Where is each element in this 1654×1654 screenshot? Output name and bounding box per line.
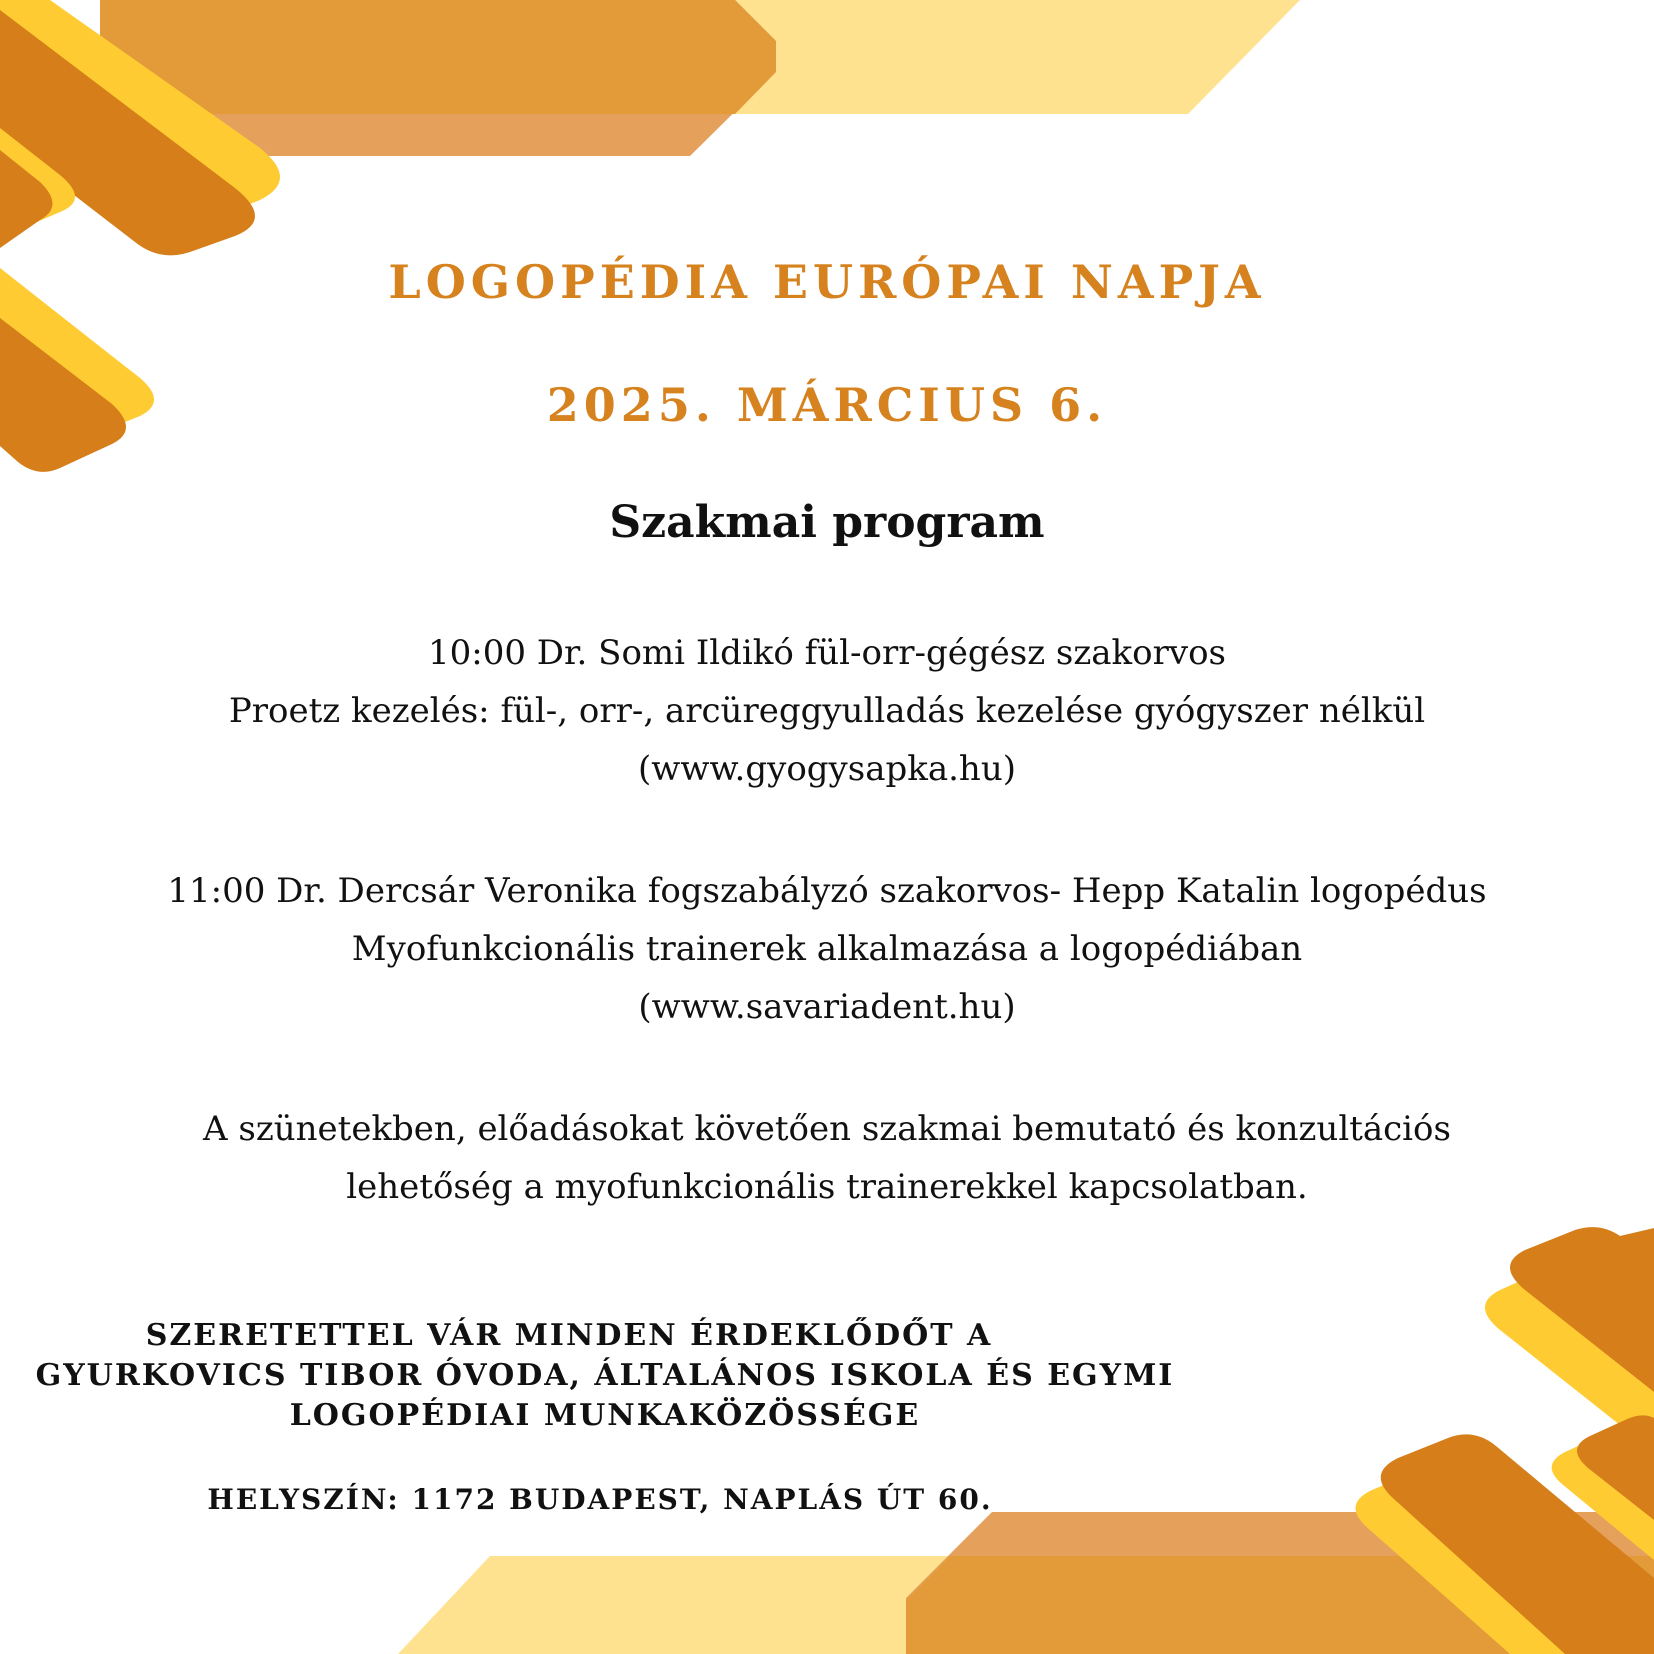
top-banner-pale-yellow: [700, 0, 1300, 114]
invitation-line-3: LOGOPÉDIAI MUNKAKÖZÖSSÉGE: [289, 1398, 921, 1433]
break-note: [0, 1100, 1654, 1216]
event-location: HELYSZÍN: 1172 BUDAPEST, NAPLÁS ÚT 60.: [207, 1483, 993, 1516]
invitation-line-1: SZERETETTEL VÁR MINDEN ÉRDEKLŐDŐT A: [145, 1318, 993, 1353]
invitation-line-2: GYURKOVICS TIBOR ÓVODA, ÁLTALÁNOS ISKOLA ÉS EGYMI: [35, 1358, 1175, 1393]
session-2-speaker: 11:00 Dr. Dercsár Veronika fogszabályzó szakorvos- Hepp Katalin logopédus: [167, 871, 1487, 911]
event-title: LOGOPÉDIA EURÓPAI NAPJA: [388, 255, 1266, 309]
session-2-topic: Myofunkcionális trainerek alkalmazása a logopédiában: [351, 929, 1303, 969]
program-heading: Szakmai program: [609, 497, 1045, 548]
break-note-line-1: A szünetekben, előadásokat követően szakmai bemutató és konzultációs: [203, 1109, 1451, 1149]
event-date: 2025. MÁRCIUS 6.: [546, 378, 1108, 432]
session-1: [0, 624, 1654, 798]
break-note-line-2: lehetőség a myofunkcionális trainerekkel kapcsolatban.: [346, 1167, 1308, 1207]
session-1-website: (www.gyogysapka.hu): [638, 749, 1016, 789]
session-2: [0, 862, 1654, 1036]
session-1-speaker: 10:00 Dr. Somi Ildikó fül-orr-gégész szakorvos: [427, 633, 1227, 673]
session-2-website: (www.savariadent.hu): [638, 987, 1016, 1027]
top-banner-mid-orange: [100, 0, 776, 114]
session-1-topic: Proetz kezelés: fül-, orr-, arcüreggyulladás kezelése gyógyszer nélkül: [228, 691, 1426, 731]
organizer-invitation: [10, 1316, 1200, 1436]
